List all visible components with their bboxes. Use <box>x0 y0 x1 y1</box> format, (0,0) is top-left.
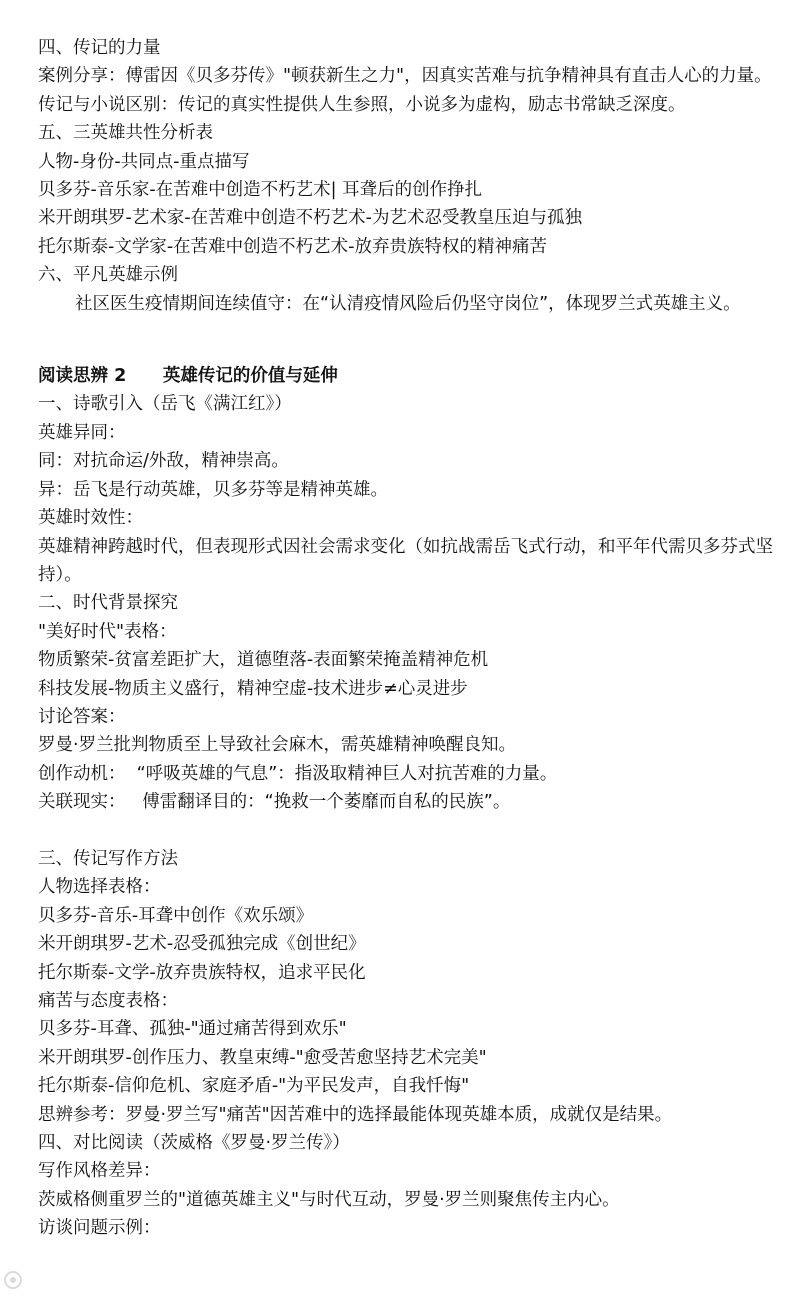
table-row-michelangelo-suffering: 米开朗琪罗-创作压力、教皇束缚-"愈受苦愈坚持艺术完美" <box>38 1047 487 1068</box>
heading-ordinary-hero: 六、平凡英雄示例 <box>38 265 178 286</box>
section-spacer <box>38 318 790 362</box>
table-row-michelangelo: 米开朗琪罗-艺术家-在苦难中创造不朽艺术-为艺术忍受教皇压迫与孤独 <box>38 208 582 229</box>
table-header-row: 人物-身份-共同点-重点描写 <box>38 151 250 172</box>
table-row-technology: 科技发展-物质主义盛行，精神空虚-技术进步≠心灵进步 <box>38 678 468 699</box>
table-row-tolstoy-literature: 托尔斯泰-文学-放弃贵族特权，追求平民化 <box>38 962 366 983</box>
heading-writing-method: 三、传记写作方法 <box>38 848 178 869</box>
table-row-beethoven-suffering: 贝多芬-耳聋、孤独-"通过痛苦得到欢乐" <box>38 1019 347 1040</box>
label-discussion-answer: 讨论答案： <box>38 706 126 727</box>
table-row-michelangelo-art: 米开朗琪罗-艺术-忍受孤独完成《创世纪》 <box>38 934 366 955</box>
watermark <box>4 1271 22 1289</box>
table-row-material: 物质繁荣-贫富差距扩大，道德堕落-表面繁荣掩盖精神危机 <box>38 650 489 671</box>
text-thinking-reference: 思辨参考：罗曼·罗兰写"痛苦"因苦难中的选择最能体现英雄本质，成就仅是结果。 <box>38 1104 673 1125</box>
table-row-tolstoy-suffering: 托尔斯泰-信仰危机、家庭矛盾-"为平民发声，自我忏悔" <box>38 1076 470 1097</box>
label-hero-timeliness: 英雄时效性： <box>38 508 143 529</box>
text-real-connection: 关联现实： 傅雷翻译目的：“挽救一个萎靡而自私的民族”。 <box>38 792 511 813</box>
paragraph-community-doctor: 社区医生疫情期间连续值守：在“认清疫情风险后仍坚守岗位”，体现罗兰式英雄主义。 <box>75 293 741 314</box>
table-row-tolstoy: 托尔斯泰-文学家-在苦难中创造不朽艺术-放弃贵族特权的精神痛苦 <box>38 236 547 257</box>
label-suffering-table: 痛苦与态度表格： <box>38 990 178 1011</box>
label-hero-similarities: 英雄异同： <box>38 422 126 443</box>
blank-line <box>38 817 790 845</box>
heading-poem-intro: 一、诗歌引入（岳飞《满江红》） <box>38 394 292 415</box>
text-similarity: 同：对抗命运/外敌，精神崇高。 <box>38 451 289 472</box>
table-row-beethoven-music: 贝多芬-音乐-耳聋中创作《欢乐颂》 <box>38 905 314 926</box>
section-heading-reading-2: 阅读思辨 2 英雄传记的价值与延伸 <box>38 366 338 387</box>
paragraph-case-share: 案例分享：傅雷因《贝多芬传》"顿获新生之力"，因真实苦难与抗争精神具有直击人心的力量。 <box>38 66 772 87</box>
label-belle-epoque-table: "美好时代"表格： <box>38 621 177 642</box>
paragraph-biography-vs-novel: 传记与小说区别：传记的真实性提供人生参照，小说多为虚构，励志书常缺乏深度。 <box>38 94 686 115</box>
text-creative-motive: 创作动机： “呼吸英雄的气息”：指汲取精神巨人对抗苦难的力量。 <box>38 763 558 784</box>
label-interview-questions: 访谈问题示例： <box>38 1218 161 1239</box>
heading-three-heroes-table: 五、三英雄共性分析表 <box>38 123 213 144</box>
text-difference: 异：岳飞是行动英雄，贝多芬等是精神英雄。 <box>38 479 388 500</box>
watermark-logo-icon <box>4 1271 22 1289</box>
paragraph-hero-timeliness: 英雄精神跨越时代，但表现形式因社会需求变化（如抗战需岳飞式行动，和平年代需贝多芬式坚持）。 <box>38 536 773 585</box>
label-writing-style: 写作风格差异： <box>38 1161 161 1182</box>
heading-biography-power: 四、传记的力量 <box>38 38 161 58</box>
heading-era-background: 二、时代背景探究 <box>38 593 178 614</box>
heading-comparative-reading: 四、对比阅读（茨威格《罗曼·罗兰传》） <box>38 1133 350 1154</box>
text-rolland-critique: 罗曼·罗兰批判物质至上导致社会麻木，需英雄精神唤醒良知。 <box>38 735 517 756</box>
table-row-beethoven: 贝多芬-音乐家-在苦难中创造不朽艺术| 耳聋后的创作挣扎 <box>38 180 483 201</box>
label-character-table: 人物选择表格： <box>38 877 161 898</box>
text-style-difference: 茨威格侧重罗兰的"道德英雄主义"与时代互动，罗曼·罗兰则聚焦传主内心。 <box>38 1189 620 1210</box>
document-body <box>38 34 790 1243</box>
